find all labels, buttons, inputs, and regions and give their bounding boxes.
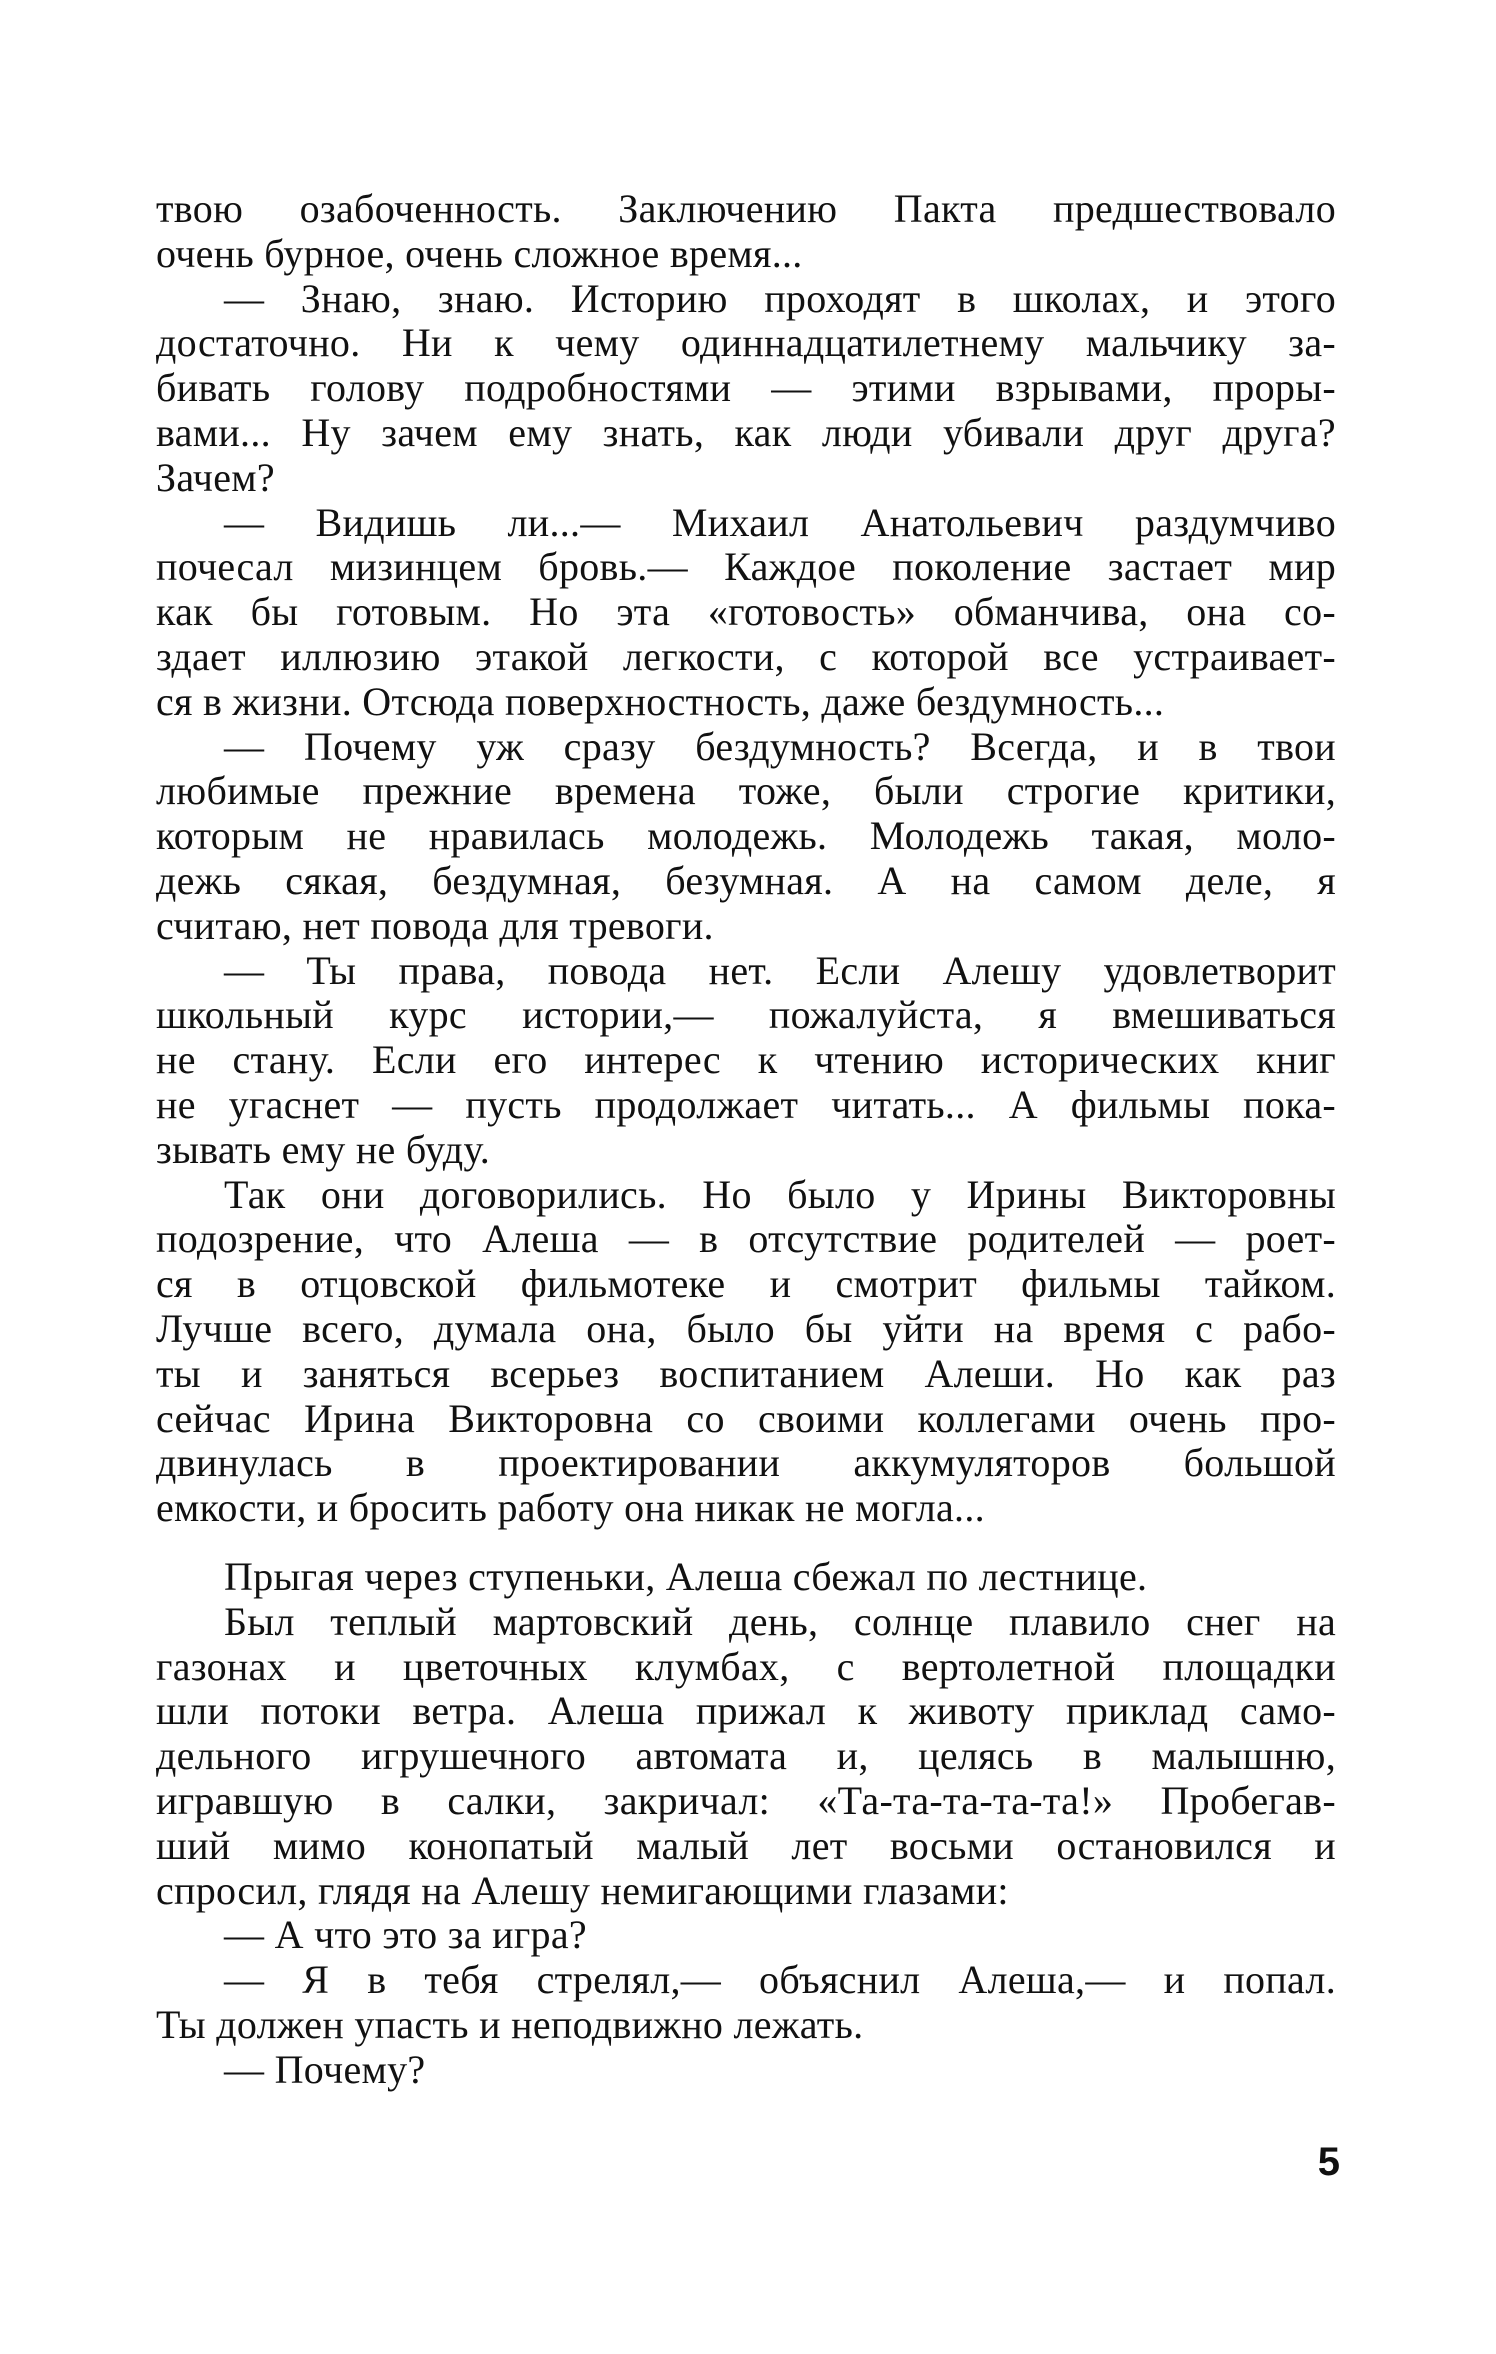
text-line: — Почему? [224, 2047, 426, 2092]
text-line: зывать ему не буду. [156, 1127, 491, 1172]
text-line: Так они договорились. Но было у Ирины Викторовны [224, 1172, 1336, 1217]
text-line: не стану. Если его интерес к чтению исторических книг [156, 1038, 1336, 1083]
text-line: — Ты права, повода нет. Если Алешу удовлетворит [224, 948, 1336, 993]
text-line: бивать голову подробностями — этими взрывами, проры- [156, 366, 1336, 411]
text-line: — Почему уж сразу бездумность? Всегда, и в твои [224, 724, 1336, 769]
text-line: — А что это за игра? [224, 1913, 587, 1958]
text-line: спросил, глядя на Алешу немигающими глазами: [156, 1868, 1009, 1913]
text-line: — Знаю, знаю. Историю проходят в школах, и этого [224, 276, 1336, 321]
text-section-1 [156, 187, 1336, 1531]
text-line: не угаснет — пусть продолжает читать... А фильмы пока- [156, 1082, 1336, 1127]
text-line: школьный курс истории,— пожалуйста, я вмешиваться [156, 993, 1336, 1038]
text-line: ший мимо конопатый малый лет восьми остановился и [156, 1823, 1336, 1868]
text-line: Лучше всего, думала она, было бы уйти на время с рабо- [156, 1306, 1336, 1351]
text-line: емкости, и бросить работу она никак не могла... [156, 1486, 985, 1531]
text-line: считаю, нет повода для тревоги. [156, 903, 714, 948]
text-line: — Видишь ли...— Михаил Анатольевич раздумчиво [224, 500, 1336, 545]
text-line: газонах и цветочных клумбах, с вертолетной площадки [156, 1644, 1336, 1689]
text-line: ты и заняться всерьез воспитанием Алеши. Но как раз [156, 1351, 1336, 1396]
text-line: Зачем? [156, 455, 275, 500]
text-line: Прыгая через ступеньки, Алеша сбежал по лестнице. [224, 1555, 1148, 1599]
text-line: сейчас Ирина Викторовна со своими коллегами очень про- [156, 1396, 1336, 1441]
text-line: — Я в тебя стрелял,— объяснил Алеша,— и попал. [224, 1958, 1336, 2003]
text-section-2 [156, 1555, 1336, 2093]
text-line: шли потоки ветра. Алеша прижал к животу приклад само- [156, 1689, 1336, 1734]
text-line: вами... Ну зачем ему знать, как люди убивали друг друга? [156, 410, 1336, 455]
text-line: достаточно. Ни к чему одиннадцатилетнему мальчику за- [156, 321, 1336, 366]
text-line: ся в жизни. Отсюда поверхностность, даже бездумность... [156, 679, 1165, 724]
text-line: ся в отцовской фильмотеке и смотрит фильмы тайком. [156, 1262, 1336, 1307]
text-line: твою озабоченность. Заключению Пакта предшествовало [156, 187, 1336, 231]
text-line: дежь сякая, бездумная, безумная. А на самом деле, я [156, 858, 1336, 903]
text-line: подозрение, что Алеша — в отсутствие родителей — роет- [156, 1217, 1336, 1262]
text-line: очень бурное, очень сложное время... [156, 231, 803, 276]
text-line: любимые прежние времена тоже, были строгие критики, [156, 769, 1336, 814]
text-line: почесал мизинцем бровь.— Каждое поколение застает мир [156, 545, 1336, 590]
text-line: как бы готовым. Но эта «готовость» обманчива, она со- [156, 590, 1336, 635]
text-line: игравшую в салки, закричал: «Та-та-та-та-та!» Пробегав- [156, 1778, 1336, 1823]
text-line: здает иллюзию этакой легкости, с которой все устраивает- [156, 634, 1336, 679]
text-line: двинулась в проектировании аккумуляторов большой [156, 1441, 1336, 1486]
page-number: 5 [1317, 2140, 1340, 2184]
text-line: Ты должен упасть и неподвижно лежать. [156, 2002, 864, 2047]
text-line: Был теплый мартовский день, солнце плавило снег на [224, 1599, 1336, 1644]
text-line: которым не нравилась молодежь. Молодежь такая, моло- [156, 814, 1336, 859]
text-line: дельного игрушечного автомата и, целясь в малышню, [156, 1734, 1336, 1779]
